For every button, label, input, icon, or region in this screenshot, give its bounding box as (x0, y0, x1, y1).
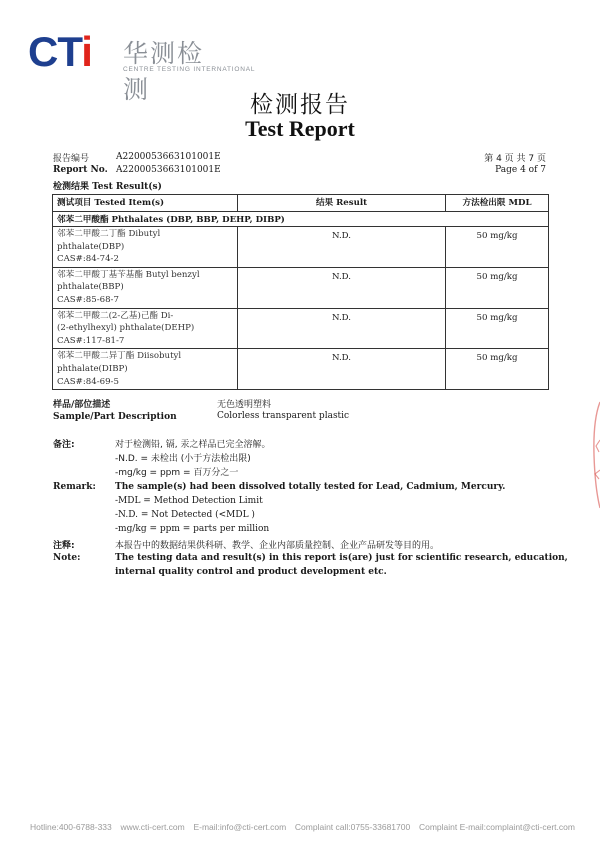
item-cas: CAS#:84-74-2 (57, 254, 119, 265)
tested-item (53, 308, 238, 349)
group-phthalates: 邻苯二甲酸酯 Phthalates (DBP, BBP, DEHP, DIBP) (53, 212, 549, 227)
remark-en-line: -MDL = Method Detection Limit (115, 496, 263, 506)
results-heading: 检测结果 Test Result(s) (53, 182, 162, 192)
item-cas: CAS#:117-81-7 (57, 335, 125, 346)
remark-label-en: Remark: (53, 482, 96, 492)
sample-label-en: Sample/Part Description (53, 412, 177, 422)
item-line1: 邻苯二甲酸二(2-乙基)己酯 Di- (57, 310, 174, 321)
remark-cn-line: 对于检测铅, 镉, 汞之样品已完全溶解。 (115, 440, 271, 450)
logo-chinese-name: 华测检测 (123, 39, 205, 104)
report-no-value-1: A2200053663101001E (116, 152, 221, 162)
item-line1: 邻苯二甲酸丁基苄基酯 Butyl benzyl (57, 269, 200, 280)
footer (30, 822, 575, 832)
item-line1: 邻苯二甲酸二异丁酯 Diisobutyl (57, 351, 182, 362)
table-row (53, 349, 549, 390)
sample-label-cn: 样品/部位描述 (53, 400, 111, 410)
remark-label-cn: 备注: (53, 440, 75, 450)
mdl-cell: 50 mg/kg (446, 349, 549, 390)
item-line2: (2-ethylhexyl) phthalate(DEHP) (57, 323, 195, 334)
page-number-en: Page 4 of 7 (495, 165, 546, 175)
remark-en-line: -N.D. = Not Detected (<MDL ) (115, 510, 255, 520)
result-cell: N.D. (238, 267, 446, 308)
item-cas: CAS#:84-69-5 (57, 376, 119, 387)
mdl-cell: 50 mg/kg (446, 267, 549, 308)
report-no-label-en: Report No. (53, 165, 108, 175)
item-line2: phthalate(BBP) (57, 282, 124, 293)
result-cell: N.D. (238, 308, 446, 349)
report-no-label-cn: 报告编号 (53, 154, 90, 164)
remark-cn-line: -mg/kg = ppm = 百万分之一 (115, 468, 239, 478)
note-label-cn: 注释: (53, 541, 75, 551)
table-row (53, 227, 549, 268)
result-cell: N.D. (238, 227, 446, 268)
footer-website[interactable]: www.cti-cert.com (120, 822, 185, 832)
logo-english-name: CENTRE TESTING INTERNATIONAL (123, 66, 256, 73)
item-cas: CAS#:85-68-7 (57, 294, 119, 305)
table-row (53, 267, 549, 308)
header-tested-items: 测试项目 Tested Item(s) (53, 195, 238, 212)
footer-complaint-email[interactable]: Complaint E-mail:complaint@cti-cert.com (418, 822, 575, 832)
results-table (52, 194, 549, 390)
remark-en-line: -mg/kg = ppm = parts per million (115, 524, 270, 534)
table-header-row (53, 195, 549, 212)
footer-complaint-call: Complaint call:0755-33681700 (294, 822, 411, 832)
remark-cn-line: -N.D. = 未检出 (小于方法检出限) (115, 454, 251, 464)
result-cell: N.D. (238, 349, 446, 390)
seal-stamp-fragment (590, 400, 600, 510)
header-result: 结果 Result (238, 195, 446, 212)
remark-en-line: The sample(s) had been dissolved totally tested for Lead, Cadmium, Mercury. (115, 482, 506, 492)
mdl-cell: 50 mg/kg (446, 308, 549, 349)
note-label-en: Note: (53, 553, 81, 563)
cti-logo (28, 28, 256, 104)
tested-item (53, 267, 238, 308)
mdl-cell: 50 mg/kg (446, 227, 549, 268)
footer-email[interactable]: E-mail:info@cti-cert.com (193, 822, 287, 832)
group-row (53, 212, 549, 227)
title-cn: 检测报告 (250, 92, 350, 118)
sample-value-en: Colorless transparent plastic (217, 411, 350, 421)
note-text-en-2: internal quality control and product development etc. (115, 567, 387, 577)
logo-brand: CTi (28, 28, 92, 75)
note-text-en-1: The testing data and result(s) in this report is(are) just for scientific research, education, (115, 553, 568, 563)
page-number-cn: 第 4 页 共 7 页 (484, 154, 546, 164)
header-mdl: 方法检出限 MDL (446, 195, 549, 212)
item-line1: 邻苯二甲酸二丁酯 Dibutyl (57, 229, 161, 239)
tested-item (53, 349, 238, 390)
item-line2: phthalate(DBP) (57, 241, 125, 252)
note-text-cn: 本报告中的数据结果供科研、教学、企业内部质量控制、企业产品研发等目的用。 (115, 541, 440, 551)
sample-value-cn: 无色透明塑料 (217, 400, 272, 410)
report-no-value-2: A2200053663101001E (116, 165, 221, 175)
item-line2: phthalate(DIBP) (57, 363, 128, 374)
table-row (53, 308, 549, 349)
footer-hotline: Hotline:400-6788-333 (30, 822, 112, 832)
title-en: Test Report (245, 116, 355, 141)
tested-item (53, 227, 238, 268)
